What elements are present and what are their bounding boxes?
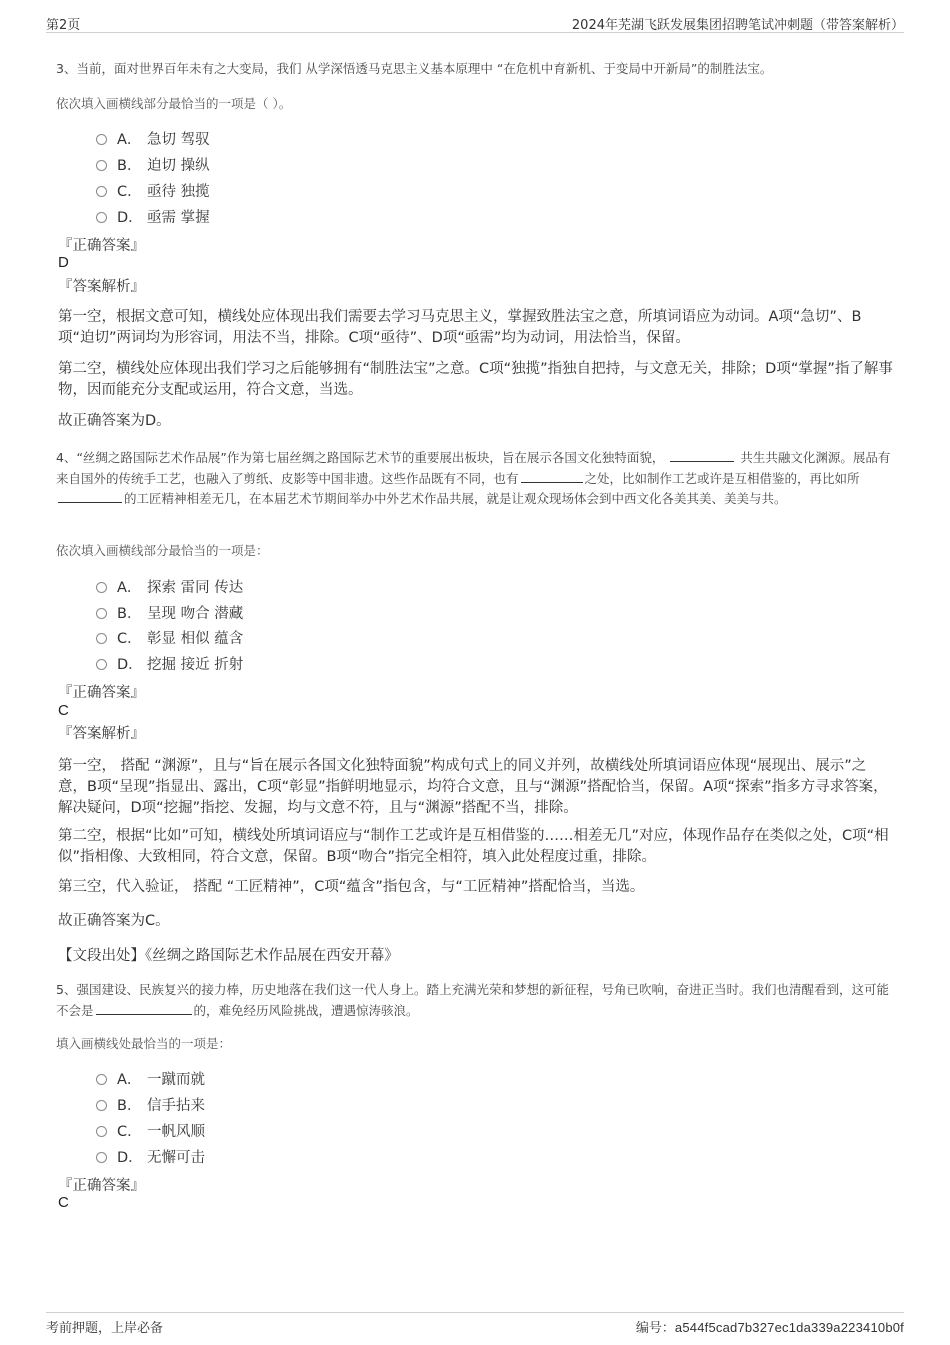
question-4-answer: C: [58, 702, 69, 719]
question-5-prompt: 填入画横线处最恰当的一项是：: [56, 1036, 232, 1051]
question-4-analysis-3: 第三空，代入验证， 搭配 “工匠精神”，C项“蕴含”指包含，与“工匠精神”搭配恰当，当选。: [58, 879, 645, 895]
footer-slogan: 考前押题，上岸必备: [46, 1321, 164, 1336]
question-3-answer-tag: 『正确答案』: [58, 238, 145, 254]
page-footer: [46, 1312, 904, 1335]
page-header: [46, 12, 904, 33]
question-4-prompt: 依次填入画横线部分最恰当的一项是：: [56, 543, 269, 558]
radio-icon[interactable]: [96, 582, 107, 593]
radio-icon[interactable]: [96, 1126, 107, 1137]
radio-icon[interactable]: [96, 186, 107, 197]
question-5-option-a[interactable]: A． 一蹴而就: [96, 1068, 205, 1090]
question-4-option-b[interactable]: B． 呈现 吻合 潜藏: [96, 602, 243, 624]
question-5-option-c[interactable]: C． 一帆风顺: [96, 1120, 205, 1142]
radio-icon[interactable]: [96, 633, 107, 644]
question-4-option-c[interactable]: C． 彰显 相似 蕴含: [96, 627, 243, 649]
fill-blank: [670, 449, 734, 462]
question-3-prompt: 依次填入画横线部分最恰当的一项是（ ）。: [56, 96, 292, 111]
radio-icon[interactable]: [96, 1074, 107, 1085]
fill-blank: [58, 490, 122, 503]
radio-icon[interactable]: [96, 134, 107, 145]
radio-icon[interactable]: [96, 1152, 107, 1163]
document-title: 2024年芜湖飞跃发展集团招聘笔试冲刺题（带答案解析）: [571, 18, 904, 33]
radio-icon[interactable]: [96, 212, 107, 223]
radio-icon[interactable]: [96, 659, 107, 670]
question-5-answer: C: [58, 1194, 69, 1211]
question-4-conclusion: 故正确答案为C。: [58, 913, 170, 929]
question-4-option-a[interactable]: A． 探索 雷同 传达: [96, 576, 243, 598]
question-5-option-d[interactable]: D． 无懈可击: [96, 1146, 205, 1168]
question-4-answer-tag: 『正确答案』: [58, 685, 145, 701]
question-5-stem: 5、强国建设、民族复兴的接力棒，历史地落在我们这一代人身上。踏上充满光荣和梦想的新征程，号角已吹响，奋进正当时。我们也清醒看到，这可能不会是 的，难免经历风险挑战，遭遇惊涛骇浪。: [56, 982, 889, 1018]
question-3-stem: 3、当前，面对世界百年未有之大变局，我们 从学深悟透马克思主义基本原理中 “在危机中育新机、于变局中开新局”的制胜法宝。: [56, 61, 773, 76]
question-5-option-b[interactable]: B． 信手拈来: [96, 1094, 205, 1116]
question-3-analysis-2: 第二空，横线处应体现出我们学习之后能够拥有“制胜法宝”之意。C项“独揽”指独自把持，与文意无关，排除；D项“掌握”指了解事物，因而能充分支配或运用，符合文意，当选。: [58, 361, 893, 398]
question-4-source: 【文段出处】《丝绸之路国际艺术作品展在西安开幕》: [58, 948, 399, 964]
fill-blank: [96, 1002, 192, 1015]
question-4-analysis-tag: 『答案解析』: [58, 726, 145, 742]
question-3-analysis-1: 第一空，根据文意可知，横线处应体现出我们需要去学习马克思主义，掌握致胜法宝之意，所填词语应为动词。A项“急切”、B项“迫切”两词均为形容词，用法不当，排除。C项“亟待”、D项“亟需”均为动词，用法恰当，保留。: [58, 309, 862, 346]
question-3-conclusion: 故正确答案为D。: [58, 413, 171, 429]
fill-blank: [521, 470, 583, 483]
question-3-option-a[interactable]: A． 急切 驾驭: [96, 128, 210, 150]
question-3-option-b[interactable]: B． 迫切 操纵: [96, 154, 210, 176]
page-number: 第2页: [46, 18, 81, 33]
question-3-option-d[interactable]: D． 亟需 掌握: [96, 206, 210, 228]
question-4-analysis-1: 第一空， 搭配 “渊源”，且与“旨在展示各国文化独特面貌”构成句式上的同义并列，故横线处所填词语应体现“展现出、展示”之意，B项“呈现”指显出、露出，C项“彰显”指鲜明地显示，均符合文意，且与“渊源”搭配恰当，保留。A项“探索”指多方寻求答案， 解决疑问，D项“挖掘”指挖、发掘，均与文意不符，且与“渊源”搭配不当，排除。: [58, 758, 888, 816]
radio-icon[interactable]: [96, 160, 107, 171]
question-4-option-d[interactable]: D． 挖掘 接近 折射: [96, 653, 243, 675]
question-3-answer: D: [58, 254, 69, 271]
question-4-analysis-2: 第二空，根据“比如”可知，横线处所填词语应与“制作工艺或许是互相借鉴的……相差无几”对应，体现作品存在类似之处，C项“相似”指相像、大致相同，符合文意，保留。B项“吻合”指完全相符，填入此处程度过重，排除。: [58, 828, 889, 865]
radio-icon[interactable]: [96, 608, 107, 619]
question-4-stem: 4、“丝绸之路国际艺术作品展”作为第七届丝绸之路国际艺术节的重要展出板块，旨在展示各国文化独特面貌， 共生共融文化渊源。展品有来自国外的传统手工艺，也融入了剪纸、皮影等中国非遗。这些作品既有不同，也有 之处，比如制作工艺或许是互相借鉴的，再比如所的工匠精神相差无几，在本届艺术节期间举办中外艺术作品共展，就是让观众现场体会到中西文化各美其美、美美与共。: [56, 450, 891, 506]
question-5-answer-tag: 『正确答案』: [58, 1178, 145, 1194]
radio-icon[interactable]: [96, 1100, 107, 1111]
question-3-option-c[interactable]: C． 亟待 独揽: [96, 180, 210, 202]
question-3-analysis-tag: 『答案解析』: [58, 279, 145, 295]
document-code: 编号：a544f5cad7b327ec1da339a223410b0f: [635, 1320, 904, 1336]
